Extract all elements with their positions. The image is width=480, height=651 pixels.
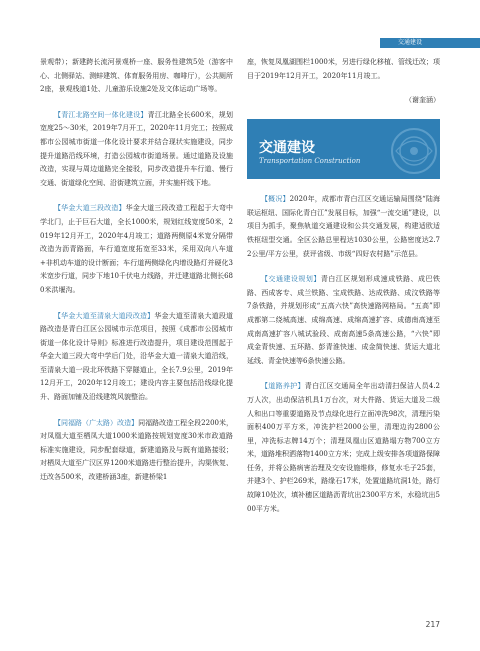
decorative-pattern-icon <box>376 125 440 179</box>
paragraph-tag: 【同福路（广太路）改造】 <box>54 418 139 427</box>
paragraph: 【道路养护】青白江区交通局全年出动清扫保洁人员4.2万人次，出动保洁机具1万台次，对大件路、货运大道及二级人和出口等重要道路及节点绿化进行立面冲洗98次，清理污染面积400万平方米，冲洗护栏2000公里，清理边沟2800公里，冲洗标志牌14万个；清理凤凰山区道路塌方物700立方米，道路堆积洒落物1400立方米；完成上级安排各项道路保障任务，并将公路病害治理及交安设施维修，修复水毛子25套，并建3个、护栏269米，路缘石17米，处置道路坑洞1处，路灯故障10处次，填补穗区道路沥青坑出2300平方米，水稳坑出500平方米。 <box>247 382 440 513</box>
paragraph-tag: 【交通建设规划】 <box>261 275 321 284</box>
paragraph: 【华金大道至清泉大道段改造】华金大道至清泉大道段道路改造是青白江区公园城市示范项目，按照《成都市公园城市街道一体化设计导则》标准进行改造提升，项目建设范围起于华金大道三段大弯中学后门处，沿华金大道一清泉大道沿线，至清泉大道一段北环铁路下穿隧道止，全长7.9公里，2019年12月开工，2020年12月竣工；建设内容主要包括沿线绿化提升、路面加铺及沿线建筑风貌整治。 <box>40 311 234 402</box>
paragraph: 【交通建设规划】青白江区规划形成速成铁路、成巴铁路、西成客专、成兰铁路、宝成铁路、达成铁路、成汶铁路等7条铁路，并规划形成“五高六快”高快速路网格局。“五高”即成都第二绕城高速、成绵高速、成绵高速扩容、成德南高速至成南高速扩容八城试验段、成南高速5条高速公路，“六快”即成金青快速、五环路、彭青淮快速、成金简快速、货运大道北延线、青金快速等6条快速公路。 <box>247 275 441 365</box>
paragraph: 【青江北路空间一体化建设】青江北路全长600米，规划宽度25～30米，2019年7月开工，2020年11月完工；按照成都市公园城市街道一体化设计要求并结合现状实施建设，同步提升道路沿线环境，打造公园城市街道场景。通过道路及设施改造，实现与周边道路完全接驳，同步改造提升车行道、慢行交通、街道绿化空间、沿街建筑立面，并实施杆线下地。 <box>40 110 233 187</box>
section-title: 交通建设 <box>259 140 315 157</box>
left-column <box>40 56 233 497</box>
paragraph-tag: 【道路养护】 <box>261 382 305 391</box>
page-number: 217 <box>425 620 440 629</box>
paragraph-tag: 【概况】 <box>261 195 290 204</box>
paragraph: 【同福路（广太路）改造】同福路改造工程全段2200米，对凤凰大道至栖凤大道1000米道路按规划宽度30米市政道路标准实施建设，同步配套绿道，新建道路及与既有道路接驳；对栖凤大道至广汉区界1200米道路进行整治提升，沟渠恢复、迁改各500米，改建桥涵3座，新建桥梁1 <box>40 418 233 482</box>
paragraph-tag: 【华金大道至清泉大道段改造】 <box>54 311 155 320</box>
section-subtitle: Transportation Construction <box>259 157 361 166</box>
paragraph-tag: 【华金大道三段改造】 <box>54 204 126 213</box>
right-column <box>247 56 440 528</box>
paragraph: 景观带）；新建跨长流河景观桥一座、服务性建筑5处（游客中心、北侧驿站、测蚌建筑、体育服务用房、咖啡厅），公共厕所2座，景观栈道1处、儿童游乐设施2处及文体运动广场等。 <box>40 58 233 94</box>
paragraph: 座，恢复凤凰湖围栏1000米，另进行绿化移植、管线迁改；项目于2019年12月开工，2020年11月竣工。 <box>247 58 440 80</box>
header-section-label: 交通建设 <box>398 39 423 46</box>
paragraph: 【华金大道三段改造】华金大道三段改造工程起于大弯中学北门，止于巨石大道，全长1000米，规划红线宽度50米，2019年12月开工，2020年4月竣工；道路两侧原4米宽分隔带改造为沥青路面，车行道宽度拓宽至33米，采用双向八车道+非机动车道的设计断面；车行道两侧绿化内增设路灯并硬化3米宽步行道，同步下地10千伏电力线路，并迁建道路北侧长680米洪堰沟。 <box>40 204 234 294</box>
header-bar <box>380 38 480 48</box>
paragraph-tag: 【青江北路空间一体化建设】 <box>54 110 148 119</box>
paragraph: 【概况】2020年，成都市青白江区交通运输局围绕“陆海联运枢纽、国际化青白江”发展目标，加强“一流交通”建设，以项目为抓手，聚焦轨道交通建设和公共交通发展，构建适欧适铁枢纽型交通。全区公路总里程达1030公里，公路密度达2.72公里/平方公里，获评省级、市级“四好农村路”示范县。 <box>247 195 440 258</box>
author-note: （谢奎涵） <box>405 96 440 105</box>
section-banner <box>247 119 440 179</box>
